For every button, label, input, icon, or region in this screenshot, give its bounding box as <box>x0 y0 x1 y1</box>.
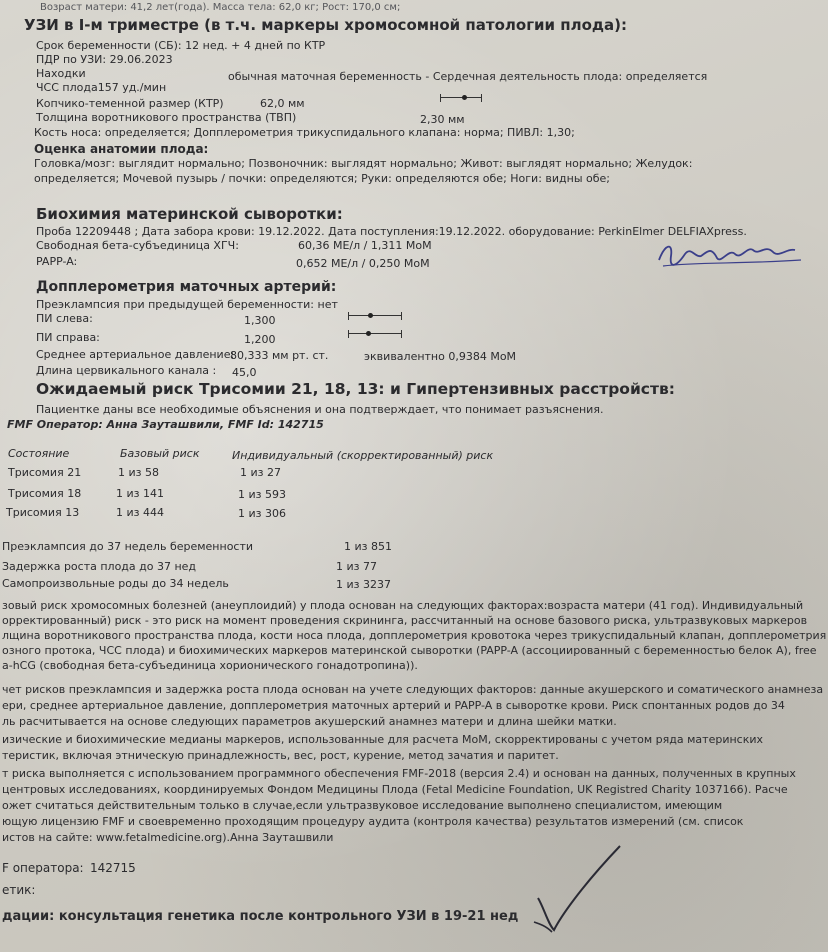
findings-value: обычная маточная беременность - Сердечная деятельность плода: определяется <box>228 70 708 83</box>
risk-table-header-base: Базовый риск <box>120 447 200 460</box>
findings-label: Находки <box>36 67 86 80</box>
pi-left-label: ПИ слева: <box>36 312 93 325</box>
note-line: центровых исследованиях, координируемых Фондом Медицины Плода (Fetal Medicine Foundation, UK Registred Charity 1037166). Расче <box>2 783 788 796</box>
biochem-title: Биохимия материнской сыворотки: <box>36 205 343 223</box>
pappa-value: 0,652 МЕ/л / 0,250 МоМ <box>296 257 430 270</box>
list-item-label: Преэклампсия до 37 недель беременности <box>2 540 254 553</box>
operator-id-value: 142715 <box>90 861 136 875</box>
list-item-value: 1 из 851 <box>344 540 392 553</box>
doppler-title: Допплерометрия маточных артерий: <box>36 279 337 295</box>
note-line: чет рисков преэклампсия и задержка роста плода основан на учете следующих факторов: данные акушерского и соматического анамнеза <box>2 683 824 696</box>
mother-info: Возраст матери: 41,2 лет(года). Масса тела: 62,0 кг; Рост: 170,0 см; <box>40 2 401 13</box>
note-line: теристик, включая этническую принадлежность, вес, рост, курение, метод зачатия и паритет. <box>2 749 559 762</box>
map-equivalent: эквивалентно 0,9384 МоМ <box>364 350 517 363</box>
fetal-heart-rate: ЧСС плода157 уд./мин <box>36 81 167 94</box>
anatomy-title: Оценка анатомии плода: <box>34 142 209 156</box>
table-row-individual: 1 из 306 <box>238 507 286 520</box>
cervix-value: 45,0 <box>232 366 257 379</box>
operator-id-label: F оператора: <box>2 861 84 875</box>
nt-label: Толщина воротникового пространства (ТВП) <box>36 111 297 124</box>
table-row-condition: Трисомия 18 <box>8 487 82 500</box>
table-row-individual: 1 из 593 <box>238 488 286 501</box>
risk-table-header-individual: Индивидуальный (скорректированный) риск <box>232 449 494 462</box>
anatomy-line-2: определяется; Мочевой пузырь / почки: определяются; Руки: определяются обе; Ноги: видны обе; <box>34 172 611 185</box>
note-line: зовый риск хромосомных болезней (анеуплоидий) у плода основан на следующих факторах:возраста матери (41 год). Индивидуальный <box>2 599 804 612</box>
signature-image <box>655 236 805 272</box>
note-line: ющую лицензию FMF и своевременно проходящим процедуру аудита (контроля качества) результатов измерений (см. список <box>2 815 744 828</box>
recommendations: дации: консультация генетика после контрольного УЗИ в 19-21 нед <box>2 909 519 924</box>
hcg-label: Свободная бета-субъединица ХГЧ: <box>36 239 239 252</box>
pappa-label: PAPP-A: <box>36 255 78 268</box>
note-line: т риска выполняется с использованием программного обеспечения FMF-2018 (версия 2.4) и основан на данных, полученных в крупных <box>2 767 796 780</box>
table-row-condition: Трисомия 13 <box>6 506 80 519</box>
nasal-bone-line: Кость носа: определяется; Допплерометрия трикуспидального клапана: норма; ПИВЛ: 1,30; <box>34 126 575 139</box>
table-row-individual: 1 из 27 <box>240 466 281 479</box>
anatomy-line-1: Головка/мозг: выглядит нормально; Позвоночник: выглядят нормально; Живот: выглядят нормально; Желудок: <box>34 157 693 170</box>
pen-mark-image <box>528 838 628 938</box>
pi-left-range-marker <box>348 312 402 320</box>
table-row-base: 1 из 141 <box>116 487 164 500</box>
note-line: изические и биохимические медианы маркеров, использованные для расчета МоМ, скорректированы с учетом ряда материнских <box>2 733 764 746</box>
risk-table-header-condition: Состояние <box>8 447 70 460</box>
note-line: ль расчитывается на основе следующих параметров акушерский анамнез матери и длина шейки матки. <box>2 715 617 728</box>
due-date: ПДР по УЗИ: 29.06.2023 <box>36 53 173 66</box>
cervix-label: Длина цервикального канала : <box>36 364 217 377</box>
map-value: 80,333 мм рт. ст. <box>230 349 329 362</box>
note-line: ери, среднее артериальное давление, допплерометрия маточных артерий и PAPP-A в сыворотке крови. Риск спонтанных родов до 34 <box>2 699 785 712</box>
list-item-value: 1 из 77 <box>336 560 377 573</box>
list-item-value: 1 из 3237 <box>336 578 391 591</box>
nt-value: 2,30 мм <box>420 113 465 126</box>
pregnancy-term: Срок беременности (СБ): 12 нед. + 4 дней по КТР <box>36 39 326 52</box>
note-line: орректированный) риск - это риск на момент проведения скрининга, рассчитанный на основе базового риска, ультразвуковых маркеров <box>2 614 808 627</box>
note-line: истов на сайте: www.fetalmedicine.org).Анна Зауташвили <box>2 831 334 844</box>
crl-range-marker <box>440 94 482 102</box>
table-row-condition: Трисомия 21 <box>8 466 82 479</box>
fmf-operator: FMF Оператор: Анна Зауташвили, FMF Id: 142715 <box>7 418 324 431</box>
pi-right-label: ПИ справа: <box>36 331 100 344</box>
crl-label: Копчико-теменной размер (КТР) <box>36 97 224 110</box>
section-title-ultrasound: УЗИ в I-м триместре (в т.ч. маркеры хромосомной патологии плода): <box>24 16 628 34</box>
note-line: лщина воротникового пространства плода, кости носа плода, допплерометрия кровотока через трикуспидальный клапан, допплерометрия <box>2 629 827 642</box>
preeclampsia-history: Преэклампсия при предыдущей беременности: нет <box>36 298 338 311</box>
note-line: ожет считаться действительным только в случае,если ультразвуковое исследование выполнено специалистом, имеющим <box>2 799 723 812</box>
risk-title: Ожидаемый риск Трисомии 21, 18, 13: и Гипертензивных расстройств: <box>36 380 675 398</box>
pi-left-value: 1,300 <box>244 314 276 327</box>
pi-right-value: 1,200 <box>244 333 276 346</box>
crl-value: 62,0 мм <box>260 97 305 110</box>
note-line: a-hCG (свободная бета-субъединица хорионического гонадотропина)). <box>2 659 418 672</box>
biochem-sample: Проба 12209448 ; Дата забора крови: 19.12.2022. Дата поступления:19.12.2022. оборудование: PerkinElmer DELFIAXpress. <box>36 225 747 238</box>
map-label: Среднее артериальное давление: <box>36 348 235 361</box>
list-item-label: Задержка роста плода до 37 нед <box>2 560 197 573</box>
geneticist-label: етик: <box>2 883 36 897</box>
note-line: озного протока, ЧСС плода) и биохимических маркеров материнской сыворотки (PAPP-A (ассоциированный с беременностью белок А), free <box>2 644 817 657</box>
hcg-value: 60,36 МЕ/л / 1,311 МоМ <box>298 239 432 252</box>
table-row-base: 1 из 444 <box>116 506 164 519</box>
pi-right-range-marker <box>348 330 402 338</box>
list-item-label: Самопроизвольные роды до 34 недель <box>2 577 229 590</box>
table-row-base: 1 из 58 <box>118 466 159 479</box>
risk-explained-note: Пациентке даны все необходимые объяснения и она подтверждает, что понимает разъяснения. <box>36 403 604 416</box>
